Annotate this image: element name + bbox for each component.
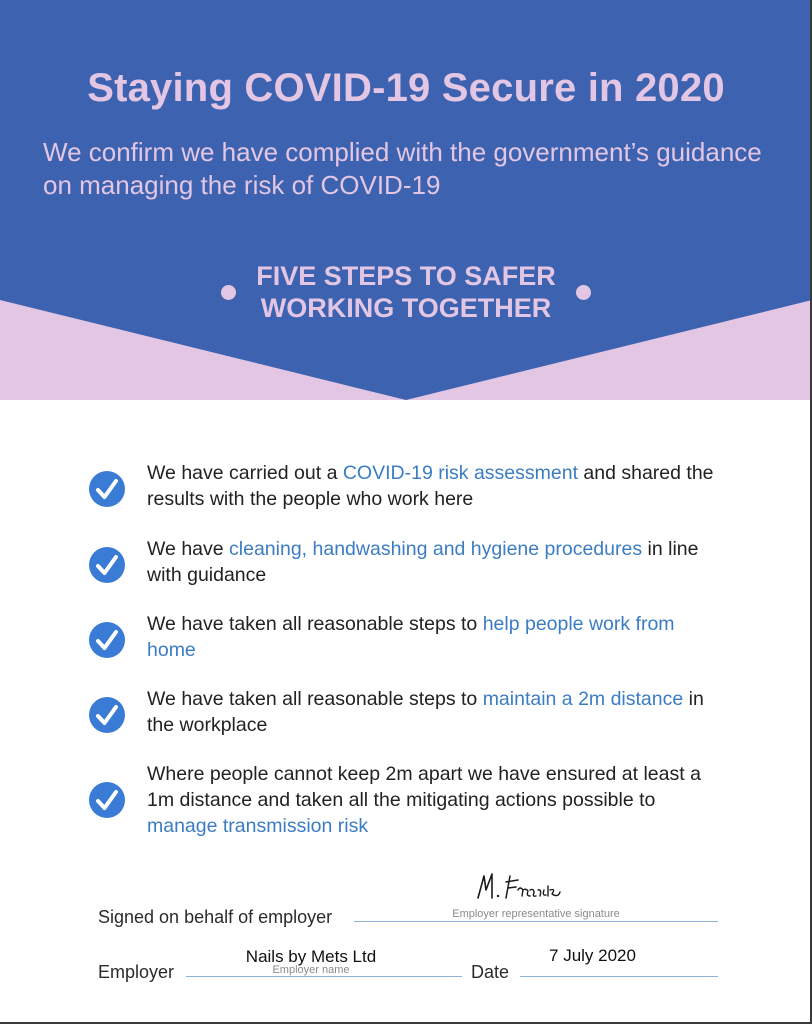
date-value: 7 July 2020 (549, 946, 636, 965)
checklist-text-after: in the workplace (147, 688, 704, 736)
checklist-text-after: in line with guidance (147, 538, 699, 586)
five-steps-heading-line2: WORKING TOGETHER (260, 293, 552, 323)
poster-title: Staying COVID-19 Secure in 2020 (87, 66, 725, 110)
checklist-text-before: We have carried out a (147, 462, 343, 484)
checklist-item-text (147, 611, 727, 663)
checklist-item-text (147, 761, 727, 839)
employer-name-value: Nails by Mets Ltd (245, 947, 377, 966)
handwritten-signature-icon (470, 868, 570, 912)
bullet-dot-icon (221, 285, 236, 300)
date-line[interactable] (520, 976, 718, 977)
employer-label: Employer (98, 962, 175, 982)
bullet-dot-icon (576, 285, 591, 300)
checklist-highlight-link: maintain a 2m distance (482, 688, 684, 710)
checklist-item (84, 761, 724, 837)
employer-name-line[interactable] (186, 976, 462, 977)
checklist-item (84, 686, 724, 756)
checklist-item-text (147, 686, 727, 738)
checklist-highlight-link: manage transmission risk (147, 815, 369, 837)
checklist-highlight-link: help people work from home (147, 613, 675, 661)
checklist-text-before: Where people cannot keep 2m apart we have ensured at least a 1m distance and taken all the mitigating actions possible to (147, 763, 701, 811)
checklist-item (84, 611, 724, 681)
signature-hint: Employer representative signature (452, 908, 620, 920)
checkmark-circle-icon (88, 470, 126, 508)
checkmark-circle-icon (88, 696, 126, 734)
checklist-item (84, 536, 724, 606)
checklist-item (84, 460, 724, 530)
checkmark-circle-icon (88, 546, 126, 584)
checkmark-circle-icon (88, 621, 126, 659)
signature-label: Signed on behalf of employer (98, 907, 333, 927)
employer-name-hint: Employer name (272, 964, 350, 976)
checklist-highlight-link: cleaning, handwashing and hygiene procedures (229, 538, 643, 560)
checklist-text-before: We have taken all reasonable steps to (147, 613, 483, 635)
five-steps-heading (0, 260, 812, 324)
checkmark-circle-icon (88, 781, 126, 819)
date-label: Date (471, 962, 510, 982)
signature-line[interactable] (354, 921, 718, 922)
checklist-highlight-link: COVID-19 risk assessment (342, 462, 578, 484)
five-steps-heading-line1: FIVE STEPS TO SAFER (256, 261, 556, 291)
poster-subtitle: We confirm we have complied with the government’s guidance on managing the risk of COVID-19 (43, 137, 762, 200)
checklist-text-before: We have taken all reasonable steps to (147, 688, 483, 710)
checklist-text-before: We have (147, 538, 230, 560)
checklist-text-after: and shared the results with the people who work here (147, 462, 714, 510)
checklist-item-text (147, 460, 727, 512)
checklist-item-text (147, 536, 727, 588)
